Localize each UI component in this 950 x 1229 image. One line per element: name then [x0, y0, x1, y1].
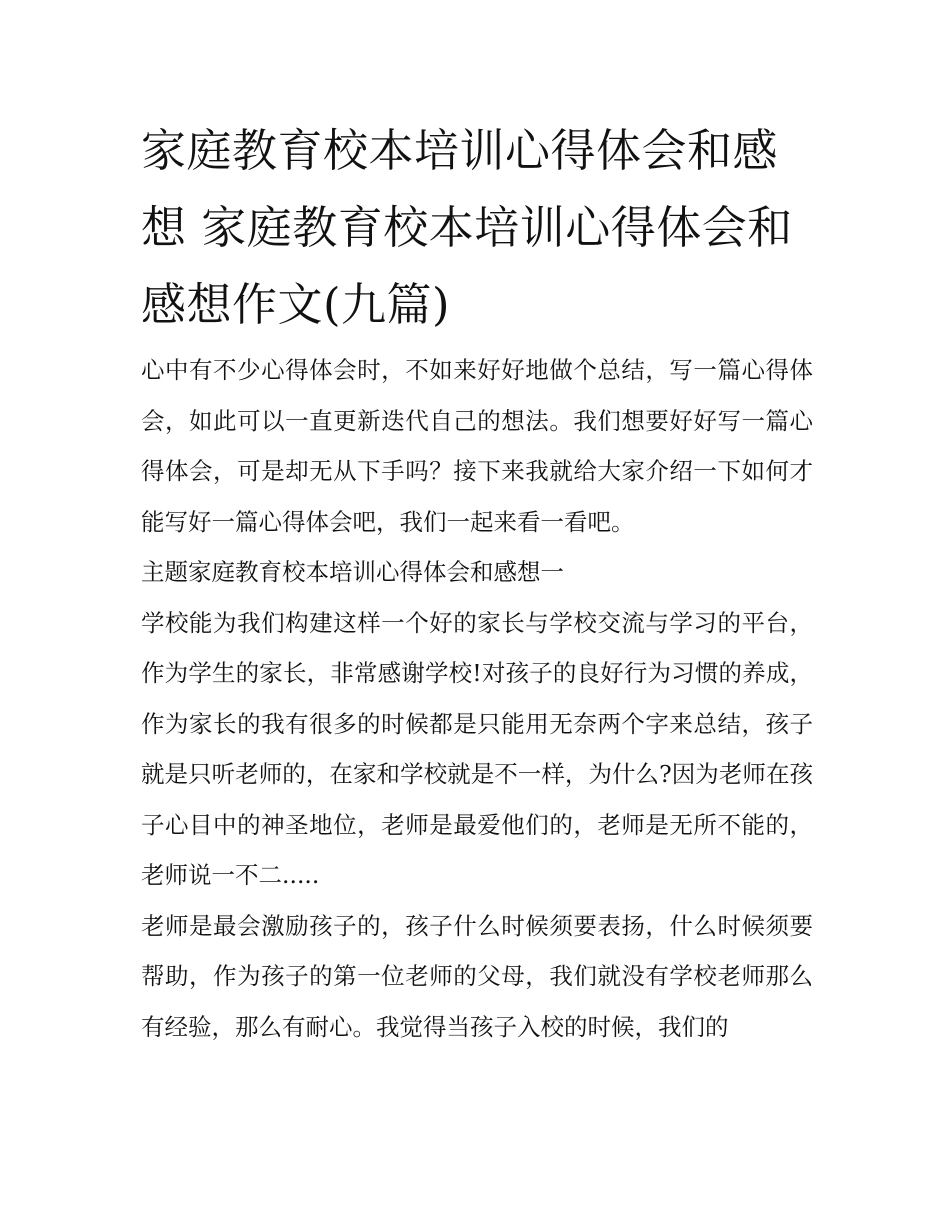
- title-block: [141, 112, 813, 343]
- section-heading: 主题家庭教育校本培训心得体会和感想一: [141, 558, 564, 586]
- body-paragraph-1: 学校能为我们构建这样一个好的家长与学校交流与学习的平台，作为学生的家长，非常感谢学校!对孩子的良好行为习惯的养成，作为家长的我有很多的时候都是只能用无奈两个字来总结，孩子就是只听老师的，在家和学校就是不一样，为什么?因为老师在孩子心目中的神圣地位，老师是最爱他们的，老师是无所不能的，老师说一不二.....: [141, 608, 813, 889]
- document-body: [141, 112, 813, 1052]
- intro-paragraph: 心中有不少心得体会时，不如来好好地做个总结，写一篇心得体会，如此可以一直更新迭代自己的想法。我们想要好好写一篇心得体会，可是却无从下手吗？接下来我就给大家介绍一下如何才能写好一篇心得体会吧，我们一起来看一看吧。: [141, 356, 813, 536]
- document-title: 家庭教育校本培训心得体会和感想 家庭教育校本培训心得体会和感想作文(九篇): [141, 124, 793, 331]
- body-paragraph-2: 老师是最会激励孩子的，孩子什么时候须要表扬，什么时候须要帮助，作为孩子的第一位老师的父母，我们就没有学校老师那么有经验，那么有耐心。我觉得当孩子入校的时候，我们的: [141, 911, 813, 1041]
